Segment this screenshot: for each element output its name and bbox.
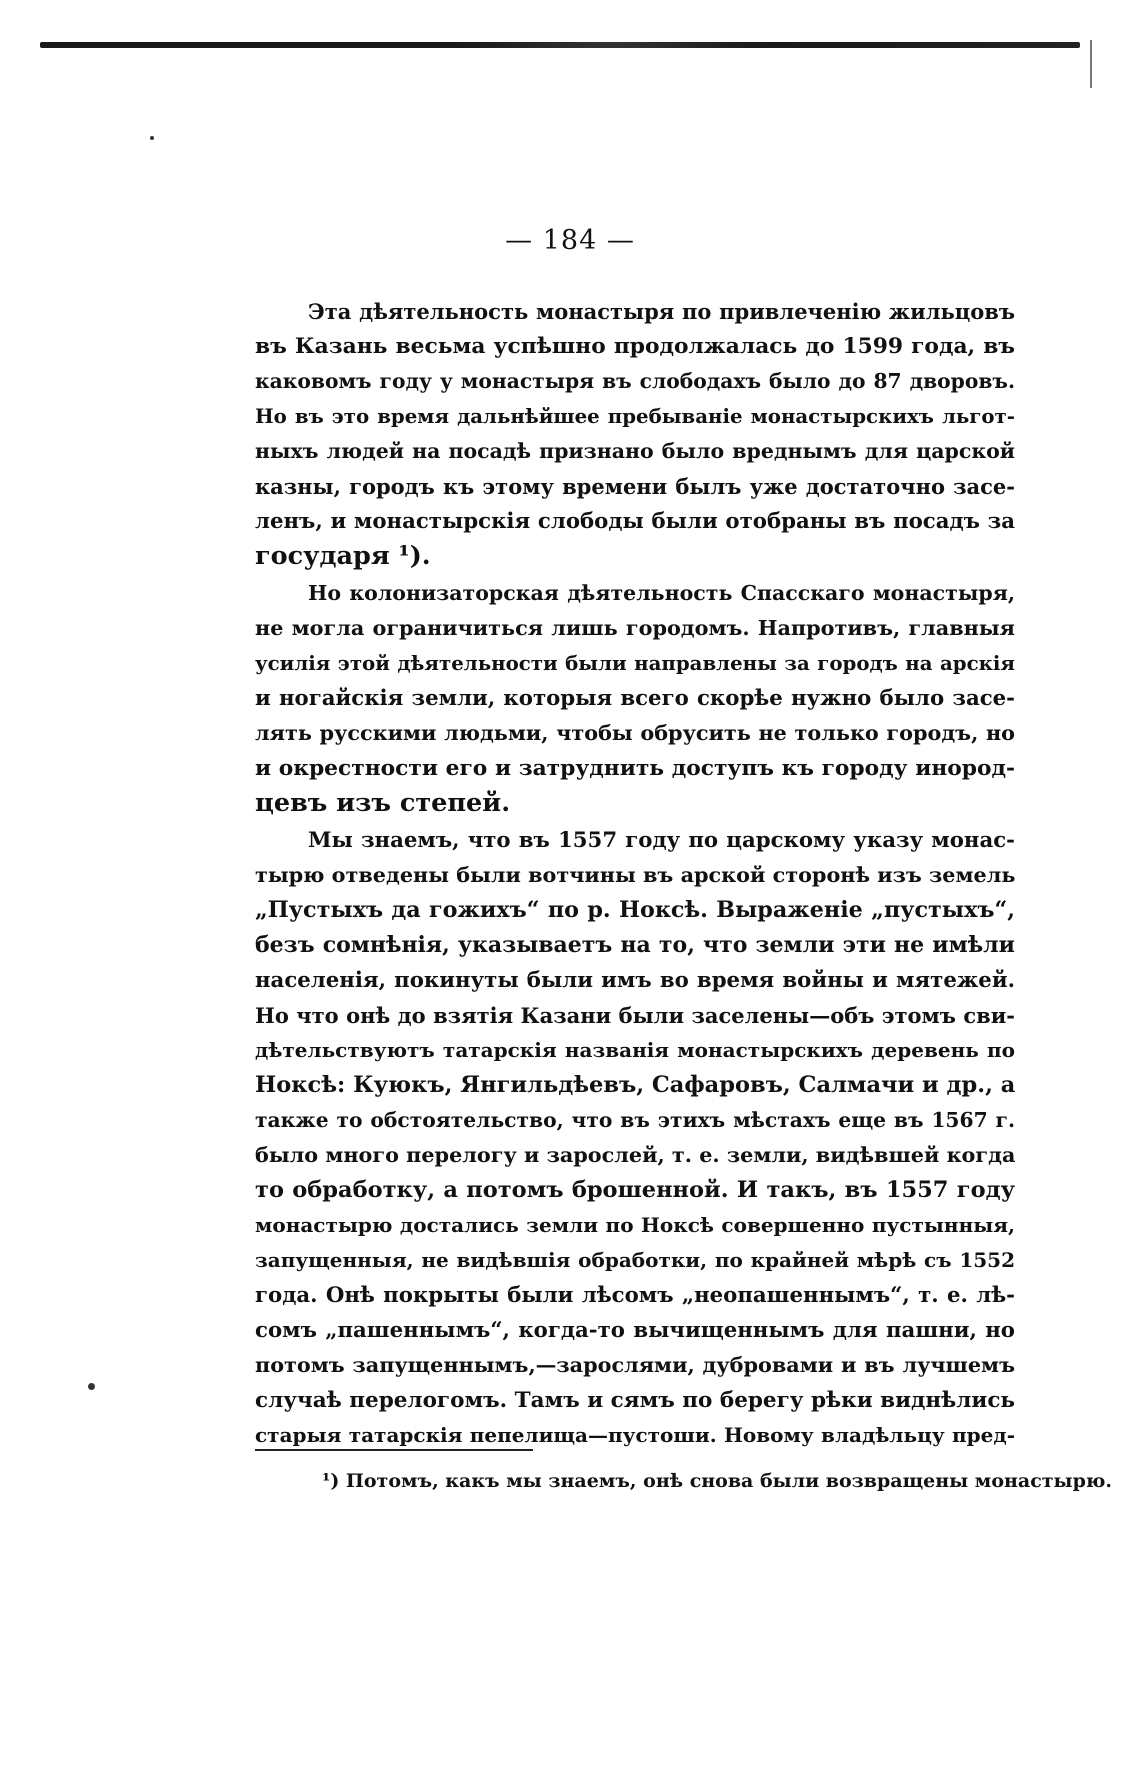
text-line: казны, городъ къ этому времени былъ уже достаточно засе- — [255, 474, 1015, 499]
text-line: монастырю достались земли по Ноксѣ совершенно пустынныя, — [255, 1213, 1015, 1237]
text-line: ленъ, и монастырскія слободы были отобраны въ посадъ за — [255, 509, 1015, 534]
text-line: государя ¹). — [255, 541, 431, 571]
page-edge-mark — [1090, 40, 1092, 88]
page-number: — 184 — — [505, 225, 635, 256]
text-line: Но что онѣ до взятія Казани были заселены—объ этомъ сви- — [255, 1003, 1015, 1028]
footnote: ¹) Потомъ, какъ мы знаемъ, онѣ снова были возвращены монастырю. — [322, 1470, 1112, 1492]
text-line: потомъ запущеннымъ,—зарослями, дубровами и въ лучшемъ — [255, 1353, 1015, 1377]
text-line: усилія этой дѣятельности были направлены за городъ на арскія — [255, 651, 1015, 675]
print-speck — [88, 1383, 95, 1390]
paragraph — [255, 576, 1015, 821]
text-line: Эта дѣятельность монастыря по привлеченію жильцовъ — [308, 299, 1015, 324]
text-line: цевъ изъ степей. — [255, 788, 511, 818]
text-line: каковомъ году у монастыря въ слободахъ было до 87 дворовъ. — [255, 369, 1015, 393]
text-line: населенія, покинуты были имъ во время войны и мятежей. — [255, 968, 1015, 993]
footnote-divider — [255, 1449, 533, 1451]
text-line: Но колонизаторская дѣятельность Спасскаго монастыря, — [308, 581, 1015, 605]
text-line: „Пустыхъ да гожихъ“ по р. Ноксѣ. Выраженіе „пустыхъ“, — [255, 897, 1015, 923]
paragraph — [255, 823, 1015, 1453]
text-line: запущенныя, не видѣвшія обработки, по крайней мѣрѣ съ 1552 — [255, 1248, 1015, 1272]
text-line: въ Казань весьма успѣшно продолжалась до 1599 года, въ — [255, 334, 1015, 359]
text-line: сомъ „пашеннымъ“, когда-то вычищеннымъ для пашни, но — [255, 1318, 1015, 1343]
top-printed-rule — [40, 42, 1080, 48]
text-line: Мы знаемъ, что въ 1557 году по царскому указу монас- — [308, 828, 1015, 853]
text-line: тырю отведены были вотчины въ арской сторонѣ изъ земель — [255, 863, 1016, 887]
body-text — [255, 294, 1015, 1453]
text-line: случаѣ перелогомъ. Тамъ и сямъ по берегу рѣки виднѣлись — [255, 1388, 1015, 1413]
text-line: дѣтельствуютъ татарскія названія монастырскихъ деревень по — [255, 1038, 1015, 1062]
text-line: ныхъ людей на посадѣ признано было вреднымъ для царской — [255, 439, 1015, 463]
text-line: года. Онѣ покрыты были лѣсомъ „неопашеннымъ“, т. е. лѣ- — [255, 1283, 1015, 1308]
text-line: не могла ограничиться лишь городомъ. Напротивъ, главныя — [255, 616, 1015, 640]
text-line: Ноксѣ: Куюкъ, Янгильдѣевъ, Сафаровъ, Салмачи и др., а — [255, 1072, 1016, 1098]
text-line: старыя татарскія пепелища—пустоши. Новому владѣльцу пред- — [255, 1423, 1015, 1447]
text-line: и ногайскія земли, которыя всего скорѣе нужно было засе- — [255, 686, 1015, 711]
text-line: то обработку, а потомъ брошенной. И такъ, въ 1557 году — [255, 1177, 1015, 1203]
text-line: было много перелогу и зарослей, т. е. земли, видѣвшей когда — [255, 1143, 1016, 1167]
text-line: безъ сомнѣнія, указываетъ на то, что земли эти не имѣли — [255, 932, 1015, 958]
text-line: и окрестности его и затруднить доступъ къ городу инород- — [255, 756, 1015, 781]
text-line: Но въ это время дальнѣйшее пребываніе монастырскихъ льгот- — [255, 404, 1015, 428]
text-line: лять русскими людьми, чтобы обрусить не только городъ, но — [255, 721, 1015, 745]
text-line: также то обстоятельство, что въ этихъ мѣстахъ еще въ 1567 г. — [255, 1108, 1015, 1132]
paragraph — [255, 294, 1015, 574]
print-speck — [150, 136, 154, 140]
